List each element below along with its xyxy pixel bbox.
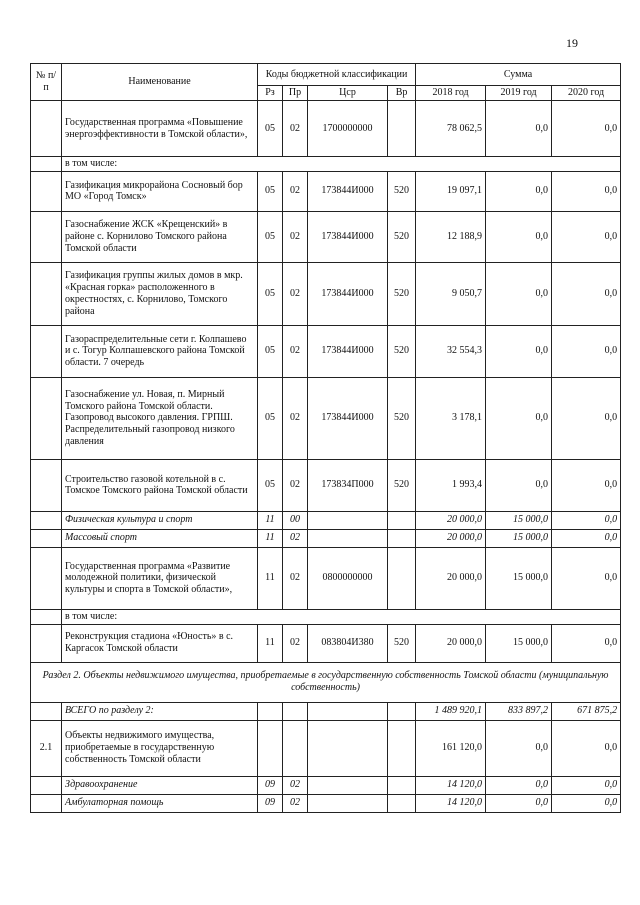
cell-vr: 520: [388, 171, 416, 211]
cell-pr: 02: [283, 171, 308, 211]
table-row: [31, 101, 621, 157]
cell-2018: 161 120,0: [416, 720, 486, 776]
cell-vr: 520: [388, 325, 416, 377]
cell-name: Газоснабжение ул. Новая, п. Мирный Томского района Томской области. Газопровод высокого давления. ГРПШ. Распределительный газопровод низкого давления: [62, 377, 258, 459]
cell-csr: 0800000000: [308, 547, 388, 609]
cell-2018: 32 554,3: [416, 325, 486, 377]
table-row: [31, 157, 621, 172]
cell-2019: 0,0: [486, 211, 552, 262]
cell-csr: 173844И000: [308, 211, 388, 262]
cell-2020: 0,0: [552, 511, 621, 529]
cell-2018: 19 097,1: [416, 171, 486, 211]
cell-2019: 0,0: [486, 101, 552, 157]
header-codes: Коды бюджетной классификации: [258, 64, 416, 86]
cell-vr: [388, 511, 416, 529]
table-row: [31, 211, 621, 262]
cell-2018: 78 062,5: [416, 101, 486, 157]
cell-csr: [308, 702, 388, 720]
cell-num: [31, 794, 62, 812]
cell-pr: 00: [283, 511, 308, 529]
cell-num: [31, 377, 62, 459]
cell-num: [31, 547, 62, 609]
header-rz: Рз: [258, 86, 283, 101]
header-vr: Вр: [388, 86, 416, 101]
cell-name: Газораспределительные сети г. Колпашево и с. Тогур Колпашевского района Томской области. 7 очередь: [62, 325, 258, 377]
table-row: [31, 171, 621, 211]
cell-2019: 15 000,0: [486, 529, 552, 547]
cell-2018: 14 120,0: [416, 794, 486, 812]
cell-rz: 05: [258, 459, 283, 511]
cell-rz: 05: [258, 325, 283, 377]
cell-rz: [258, 720, 283, 776]
table-row: [31, 609, 621, 624]
cell-vr: [388, 720, 416, 776]
cell-csr: 173844И000: [308, 262, 388, 325]
cell-2019: 0,0: [486, 325, 552, 377]
cell-csr: [308, 776, 388, 794]
table-row: [31, 547, 621, 609]
cell-pr: 02: [283, 776, 308, 794]
cell-name: Газоснабжение ЖСК «Крещенский» в районе с. Корнилово Томского района Томской области: [62, 211, 258, 262]
cell-vr: 520: [388, 211, 416, 262]
table-row: [31, 624, 621, 662]
cell-name: Объекты недвижимого имущества, приобретаемые в государственную собственность Томской области: [62, 720, 258, 776]
cell-2019: 0,0: [486, 262, 552, 325]
table-header: [31, 64, 621, 101]
cell-2019: 0,0: [486, 794, 552, 812]
cell-2019: 15 000,0: [486, 547, 552, 609]
cell-vr: 520: [388, 262, 416, 325]
cell-num: [31, 624, 62, 662]
table-row: [31, 529, 621, 547]
cell-pr: 02: [283, 262, 308, 325]
table-row: [31, 511, 621, 529]
cell-2018: 20 000,0: [416, 511, 486, 529]
cell-2019: 0,0: [486, 776, 552, 794]
cell-csr: 173844И000: [308, 171, 388, 211]
cell-rz: 11: [258, 511, 283, 529]
cell-pr: [283, 720, 308, 776]
cell-2019: 15 000,0: [486, 624, 552, 662]
cell-2019: 0,0: [486, 377, 552, 459]
cell-pr: [283, 702, 308, 720]
header-2019: 2019 год: [486, 86, 552, 101]
cell-num: [31, 171, 62, 211]
table-row: [31, 794, 621, 812]
cell-vr: 520: [388, 459, 416, 511]
page-number: 19: [566, 36, 578, 50]
cell-2020: 0,0: [552, 776, 621, 794]
cell-rz: 05: [258, 262, 283, 325]
cell-2019: 833 897,2: [486, 702, 552, 720]
cell-2020: 0,0: [552, 211, 621, 262]
cell-2020: 0,0: [552, 529, 621, 547]
cell-name: Амбулаторная помощь: [62, 794, 258, 812]
cell-rz: 11: [258, 624, 283, 662]
cell-2020: 0,0: [552, 325, 621, 377]
cell-2018: 1 489 920,1: [416, 702, 486, 720]
header-2020: 2020 год: [552, 86, 621, 101]
cell-rz: 11: [258, 547, 283, 609]
cell-name: Строительство газовой котельной в с. Томское Томского района Томской области: [62, 459, 258, 511]
cell-2020: 0,0: [552, 794, 621, 812]
cell-csr: [308, 529, 388, 547]
section-heading: Раздел 2. Объекты недвижимого имущества, приобретаемые в государственную собственность Томской области (муниципальную собственность): [31, 662, 621, 702]
cell-csr: [308, 794, 388, 812]
cell-vr: [388, 101, 416, 157]
cell-2018: 1 993,4: [416, 459, 486, 511]
header-sum: Сумма: [416, 64, 621, 86]
cell-name: Физическая культура и спорт: [62, 511, 258, 529]
cell-rz: 09: [258, 794, 283, 812]
cell-2020: 0,0: [552, 262, 621, 325]
cell-name: Газификация группы жилых домов в мкр. «Красная горка» расположенного в окрестностях, с. Корнилово, Томского района: [62, 262, 258, 325]
section-row: [31, 662, 621, 702]
cell-csr: 173844И000: [308, 325, 388, 377]
table-row: [31, 459, 621, 511]
header-num: № п/п: [31, 64, 62, 101]
cell-2020: 0,0: [552, 101, 621, 157]
cell-pr: 02: [283, 624, 308, 662]
cell-2018: 14 120,0: [416, 776, 486, 794]
cell-num: [31, 211, 62, 262]
cell-pr: 02: [283, 529, 308, 547]
budget-table: [30, 63, 621, 813]
cell-pr: 02: [283, 377, 308, 459]
cell-2020: 0,0: [552, 547, 621, 609]
table-row: [31, 720, 621, 776]
cell-rz: 05: [258, 211, 283, 262]
cell-2020: 0,0: [552, 459, 621, 511]
cell-name: Массовый спорт: [62, 529, 258, 547]
cell-pr: 02: [283, 794, 308, 812]
cell-num: [31, 325, 62, 377]
cell-2018: 3 178,1: [416, 377, 486, 459]
cell-2018: 9 050,7: [416, 262, 486, 325]
cell-pr: 02: [283, 325, 308, 377]
table-row: [31, 377, 621, 459]
cell-rz: 09: [258, 776, 283, 794]
cell-vr: [388, 529, 416, 547]
cell-name: Здравоохранение: [62, 776, 258, 794]
cell-num: [31, 101, 62, 157]
cell-2020: 0,0: [552, 720, 621, 776]
cell-num: [31, 776, 62, 794]
cell-vr: [388, 547, 416, 609]
cell-rz: 11: [258, 529, 283, 547]
cell-csr: 083804И380: [308, 624, 388, 662]
cell-2018: 20 000,0: [416, 529, 486, 547]
cell-rz: 05: [258, 377, 283, 459]
cell-pr: 02: [283, 547, 308, 609]
cell-csr: 173834П000: [308, 459, 388, 511]
cell-2020: 0,0: [552, 171, 621, 211]
cell-2020: 0,0: [552, 377, 621, 459]
cell-num: [31, 262, 62, 325]
cell-vr: 520: [388, 624, 416, 662]
cell-vr: [388, 776, 416, 794]
cell-name: Реконструкция стадиона «Юность» в с. Каргасок Томской области: [62, 624, 258, 662]
cell-num: [31, 529, 62, 547]
cell-2020: 0,0: [552, 624, 621, 662]
cell-rz: 05: [258, 171, 283, 211]
cell-2020: 671 875,2: [552, 702, 621, 720]
cell-num: [31, 702, 62, 720]
header-pr: Пр: [283, 86, 308, 101]
cell-rz: 05: [258, 101, 283, 157]
cell-2018: 20 000,0: [416, 547, 486, 609]
cell-2018: 12 188,9: [416, 211, 486, 262]
cell-2018: 20 000,0: [416, 624, 486, 662]
cell-name: ВСЕГО по разделу 2:: [62, 702, 258, 720]
cell-csr: 1700000000: [308, 101, 388, 157]
cell-2019: 0,0: [486, 171, 552, 211]
cell-name: Газификация микрорайона Сосновый бор МО «Город Томск»: [62, 171, 258, 211]
cell-name: Государственная программа «Повышение энергоэффективности в Томской области»,: [62, 101, 258, 157]
cell-2019: 0,0: [486, 720, 552, 776]
cell-vr: [388, 702, 416, 720]
table-row: [31, 262, 621, 325]
cell-num: [31, 459, 62, 511]
cell-rz: [258, 702, 283, 720]
cell-2019: 15 000,0: [486, 511, 552, 529]
table-row: [31, 325, 621, 377]
header-name: Наименование: [62, 64, 258, 101]
table-row: [31, 776, 621, 794]
header-csr: Цср: [308, 86, 388, 101]
cell-num: 2.1: [31, 720, 62, 776]
cell-num: [31, 511, 62, 529]
cell-name: Государственная программа «Развитие молодежной политики, физической культуры и спорта в Томской области»,: [62, 547, 258, 609]
cell-2019: 0,0: [486, 459, 552, 511]
table-row: [31, 702, 621, 720]
cell-csr: [308, 511, 388, 529]
cell-label: в том числе:: [62, 609, 621, 624]
cell-pr: 02: [283, 101, 308, 157]
cell-label: в том числе:: [62, 157, 621, 172]
cell-csr: [308, 720, 388, 776]
cell-pr: 02: [283, 459, 308, 511]
cell-vr: [388, 794, 416, 812]
cell-csr: 173844И000: [308, 377, 388, 459]
cell-vr: 520: [388, 377, 416, 459]
cell-pr: 02: [283, 211, 308, 262]
header-2018: 2018 год: [416, 86, 486, 101]
